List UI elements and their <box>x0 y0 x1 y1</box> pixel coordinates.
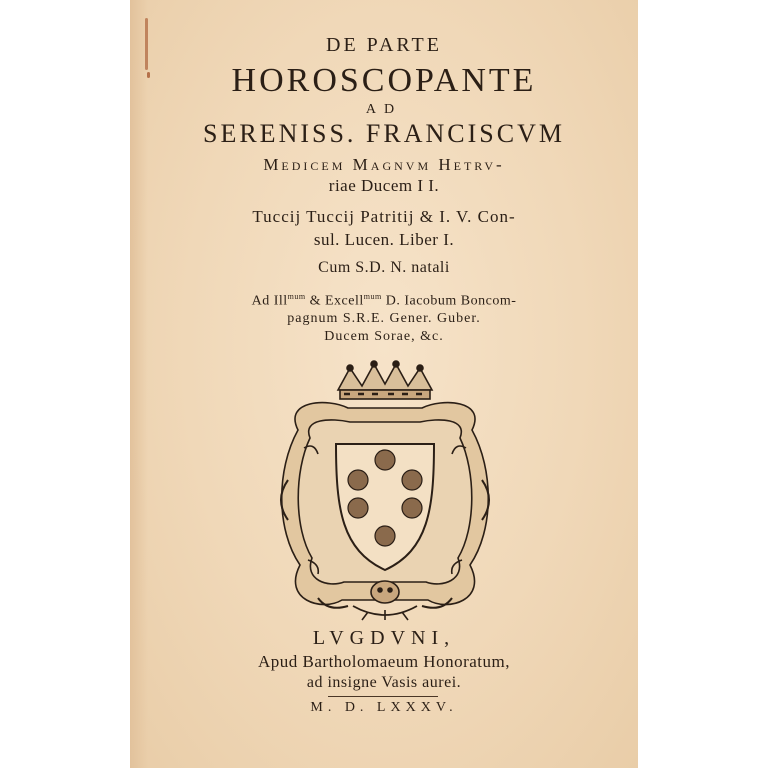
imprint-date: M. D. LXXXV. <box>310 700 458 715</box>
imprint-place: LVGDVNI, <box>312 627 456 649</box>
title-page <box>130 0 638 768</box>
title-line-1: DE PARTE <box>326 34 442 56</box>
natal-line: Cum S.D. N. natali <box>318 259 450 276</box>
dedication-line-3: Ducem Sorae, &c. <box>324 329 444 344</box>
dedication-sup-1: mum <box>287 292 306 301</box>
divider-rule <box>328 696 438 697</box>
dedication-prefix: Ad Ill <box>251 293 288 309</box>
dedication-mid: & Excell <box>305 293 364 309</box>
coat-of-arms-icon <box>258 360 512 622</box>
dedication-rest: D. Iacobum Boncom- <box>381 293 517 309</box>
dedication-line-2: pagnum S.R.E. Gener. Guber. <box>287 311 481 326</box>
title-line-2: HOROSCOPANTE <box>231 62 537 99</box>
dedication-sup-2: mum <box>363 292 382 301</box>
imprint-printer: Apud Bartholomaeum Honoratum, <box>258 652 510 671</box>
dedicatee-line-2: Medicem Magnvm Hetrv- <box>263 155 505 174</box>
author-line-2: sul. Lucen. Liber I. <box>313 230 455 249</box>
title-line-3: AD <box>365 102 403 117</box>
dedicatee-line-3: riae Ducem I I. <box>328 176 440 195</box>
dedicatee-line: SERENISS. FRANCISCVM <box>203 119 565 148</box>
author-line: Tuccij Tuccij Patritij & I. V. Con- <box>252 207 516 226</box>
imprint-sign: ad insigne Vasis aurei. <box>306 674 462 691</box>
dedication-line-1 <box>130 292 638 310</box>
